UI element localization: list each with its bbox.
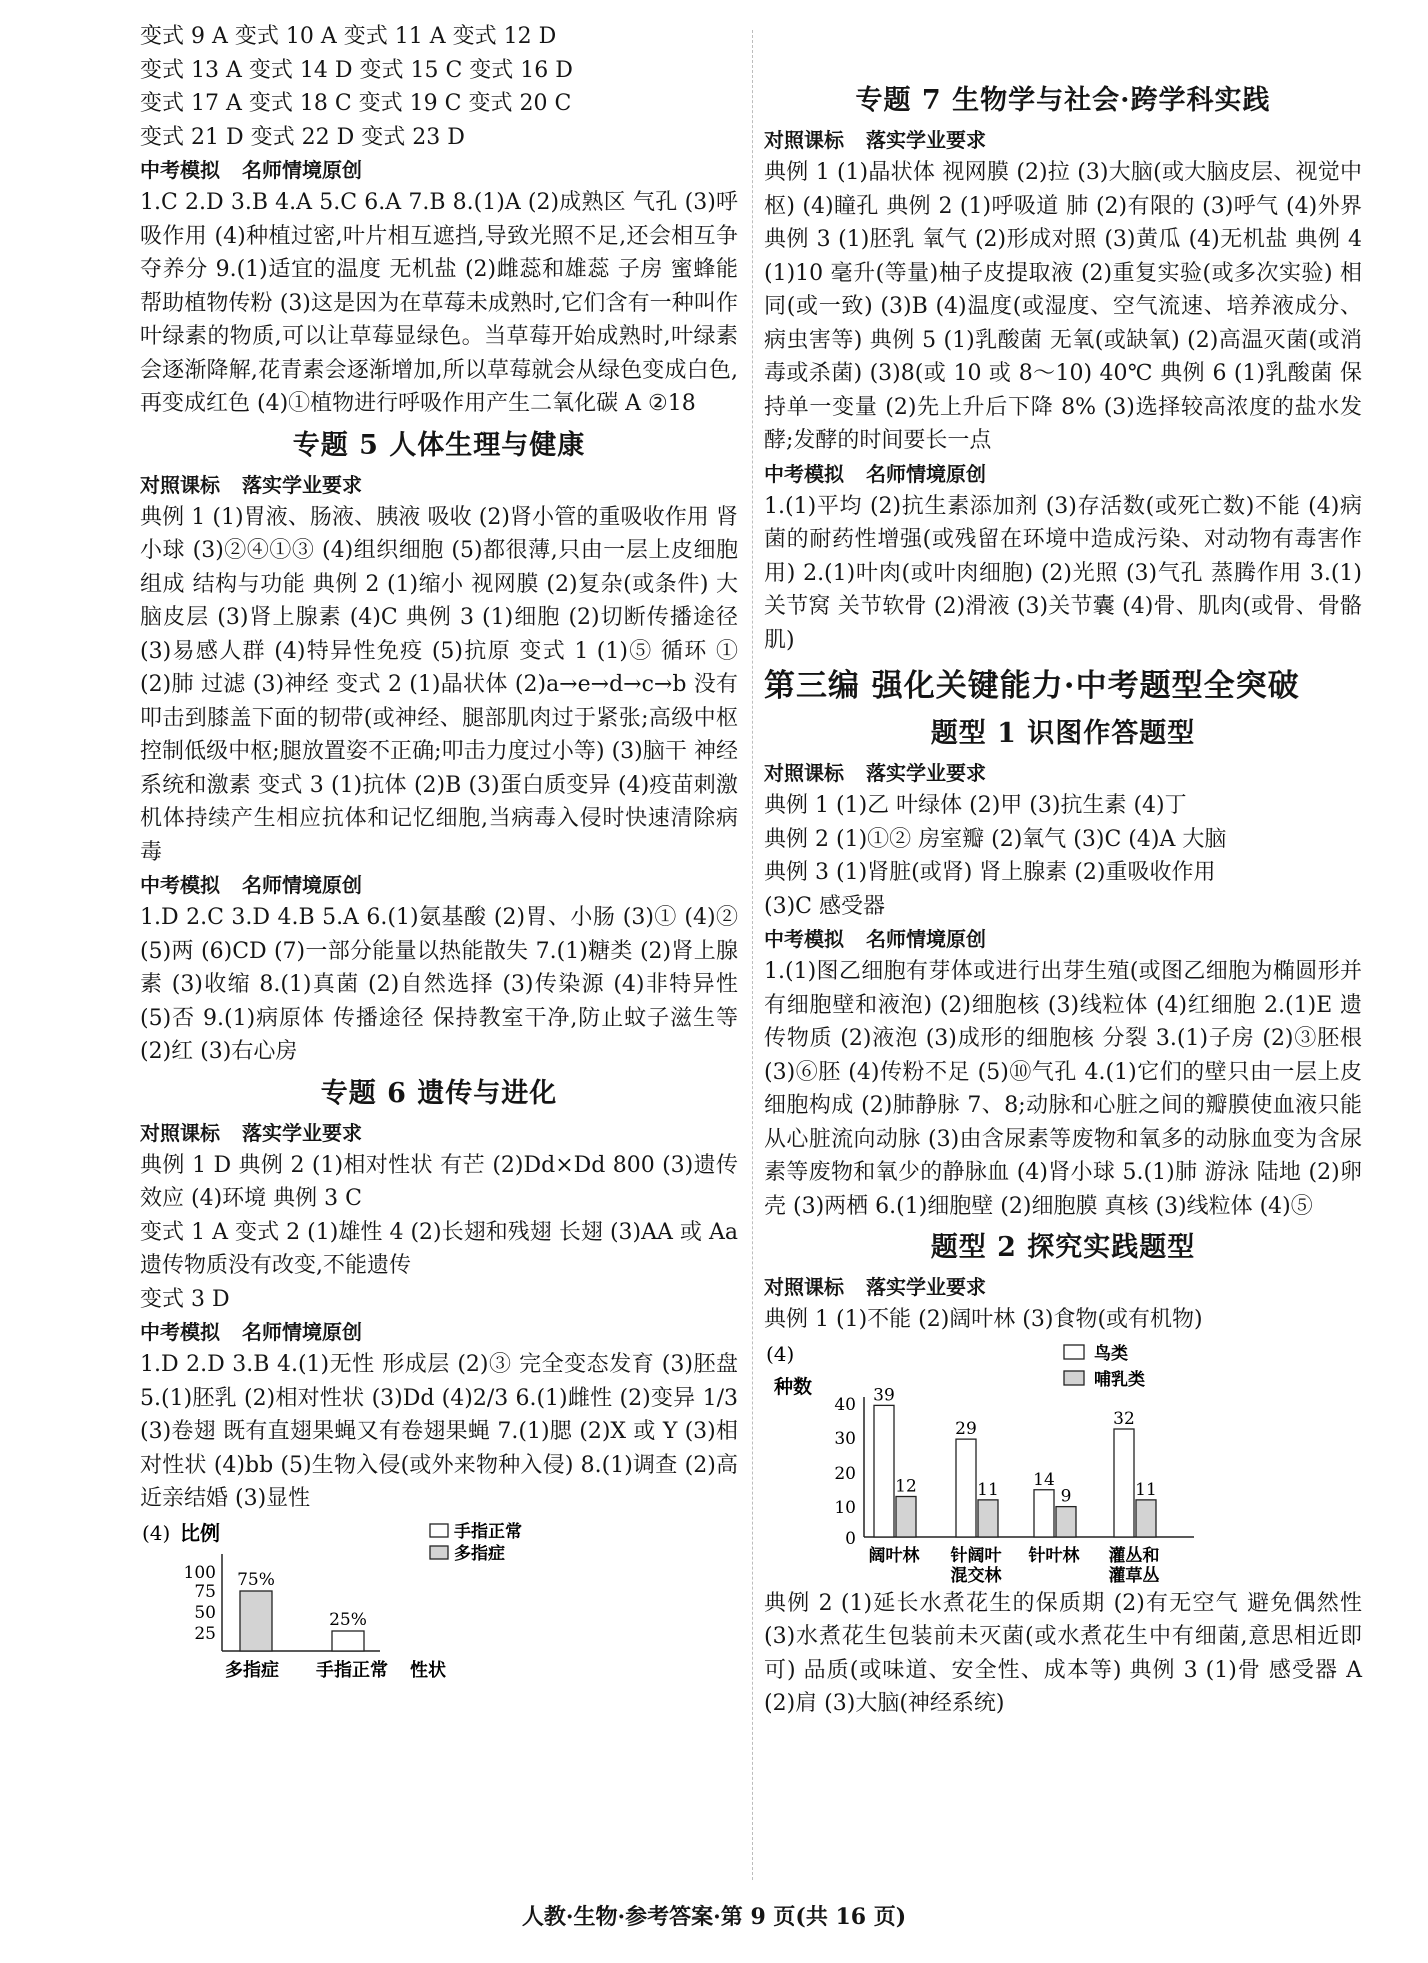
column-divider <box>752 30 753 1880</box>
y-tick-label: 10 <box>834 1497 856 1518</box>
y-tick-label: 75 <box>194 1581 216 1602</box>
topic6-answers: 典例 1 D 典例 2 (1)相对性状 有芒 (2)Dd×Dd 800 (3)遗传效应 (4)环境 典例 3 C <box>140 1152 738 1211</box>
x-tick-label: 多指症 <box>225 1659 279 1681</box>
y-tick-label: 20 <box>834 1463 856 1484</box>
x-axis-label: 性状 <box>410 1659 446 1681</box>
x-tick-label: 灌丛和 <box>1108 1545 1160 1566</box>
x-tick-label: 灌草丛 <box>1108 1565 1160 1586</box>
y-tick-label: 50 <box>194 1602 216 1623</box>
bar-birds <box>956 1439 976 1537</box>
mock-exam-heading: 中考模拟 名师情境原创 <box>140 1320 362 1344</box>
species-count-chart <box>764 1337 1364 1587</box>
right-column <box>764 20 1362 1721</box>
bar-birds <box>1034 1489 1054 1536</box>
topic7-title: 专题 7 生物学与社会·跨学科实践 <box>855 85 1271 116</box>
curriculum-heading: 对照课标 落实学业要求 <box>140 472 362 497</box>
y-axis-label: 比例 <box>180 1520 220 1545</box>
type1-answer-line: 典例 3 (1)肾脏(或肾) 肾上腺素 (2)重吸收作用 <box>764 860 1216 885</box>
type2-answers: 典例 1 (1)不能 (2)阔叶林 (3)食物(或有机物) <box>764 1307 1203 1332</box>
data-label: 25% <box>329 1609 367 1630</box>
data-label: 39 <box>873 1384 895 1405</box>
bar-birds <box>874 1405 894 1537</box>
y-tick-label: 40 <box>834 1394 856 1415</box>
chart-prefix: (4) <box>142 1520 171 1545</box>
mock-exam-heading: 中考模拟 名师情境原创 <box>140 158 362 182</box>
bar-group <box>873 1385 1157 1537</box>
data-label: 12 <box>895 1476 917 1496</box>
mock-exam-answers: 1.(1)平均 (2)抗生素添加剂 (3)存活数(或死亡数)不能 (4)病菌的耐药性增强(或残留在环境中造成污染、对动物有毒害作用) 2.(1)叶肉(或叶肉细胞) (2)光照 (3)气孔 蒸腾作用 3.(1)关节窝 关节软骨 (2)滑液 (3)关节囊 (4)骨、肌肉(或骨、骨骼肌) <box>764 493 1362 653</box>
legend-swatch-poly <box>430 1546 448 1559</box>
topic6-title: 专题 6 遗传与进化 <box>320 1077 558 1109</box>
chart-prefix: (4) <box>766 1341 795 1366</box>
bar-mammals <box>1056 1506 1076 1536</box>
data-label: 14 <box>1033 1469 1055 1490</box>
mock-exam-answers: 1.D 2.D 3.B 4.(1)无性 形成层 (2)③ 完全变态发育 (3)胚盘 5.(1)胚乳 (2)相对性状 (3)Dd (4)2/3 6.(1)雌性 (2)变异 1/3 (3)卷翅 既有直翅果蝇又有卷翅果蝇 7.(1)腮 (2)X 或 Y (3)相对性状 (4)bb (5)生物入侵(或外来物种入侵) 8.(1)调查 (2)高 近亲结婚 (3)显性 <box>140 1352 738 1511</box>
variant-line: 变式 21 D 变式 22 D 变式 23 D <box>140 124 465 150</box>
bar-normal <box>332 1631 364 1651</box>
bar-polydactyly <box>240 1591 272 1651</box>
x-tick-label: 针阔叶 <box>950 1545 1002 1566</box>
data-label: 75% <box>237 1569 275 1590</box>
data-label: 32 <box>1113 1408 1135 1429</box>
mock-exam-answers: 1.C 2.D 3.B 4.A 5.C 6.A 7.B 8.(1)A (2)成熟区 气孔 (3)呼吸作用 (4)种植过密,叶片相互遮挡,导致光照不足,还会相互争夺养分 9.(1)适宜的温度 无机盐 (2)雌蕊和雄蕊 子房 蜜蜂能帮助植物传粉 (3)这是因为在草莓未成熟时,它们含有一种叫作叶绿素的物质,可以让草莓显绿色。当草莓开始成熟时,叶绿素会逐渐降解,花青素会逐渐增加,所以草莓就会从绿色变成白色,再变成红色 (4)①植物进行呼吸作用产生二氧化碳 A ②18 <box>140 190 738 416</box>
mock-exam-answers: 1.D 2.C 3.D 4.B 5.A 6.(1)氨基酸 (2)胃、小肠 (3)① (4)② (5)两 (6)CD (7)一部分能量以热能散失 7.(1)糖类 (2)肾上腺素 (3)收缩 8.(1)真菌 (2)自然选择 (3)传染源 (4)非特异性 (5)否 9.(1)病原体 传播途径 保持教室干净,防止蚊子滋生等 (2)红 (3)右心房 <box>140 905 738 1064</box>
type1-answer-line: (3)C 感受器 <box>764 893 885 919</box>
legend-label: 哺乳类 <box>1094 1369 1145 1390</box>
curriculum-heading: 对照课标 落实学业要求 <box>764 761 986 785</box>
curriculum-heading: 对照课标 落实学业要求 <box>764 1275 986 1299</box>
data-label: 11 <box>1135 1479 1157 1500</box>
mock-exam-heading: 中考模拟 名师情境原创 <box>764 461 986 486</box>
topic5-title: 专题 5 人体生理与健康 <box>292 429 586 461</box>
part3-title: 第三编 强化关键能力·中考题型全突破 <box>764 668 1300 704</box>
legend-label: 多指症 <box>454 1543 505 1564</box>
legend-swatch-birds <box>1064 1345 1084 1359</box>
data-label: 29 <box>955 1418 977 1439</box>
legend-swatch-normal <box>430 1524 448 1537</box>
topic6-answers: 变式 3 D <box>140 1286 230 1312</box>
topic7-answers: 典例 1 (1)晶状体 视网膜 (2)拉 (3)大脑(或大脑皮层、视觉中枢) (4)瞳孔 典例 2 (1)呼吸道 肺 (2)有限的 (3)呼气 (4)外界 典例 3 (1)胚乳 氧气 (2)形成对照 (3)黄瓜 (4)无机盐 典例 4 (1)10 毫升(等量)柚子皮提取液 (2)重复实验(或多次实验) 相同(或一致) (3)B (4)温度(或湿度、空气流速、培养液成分、病虫害等) 典例 5 (1)乳酸菌 无氧(或缺氧) (2)高温灭菌(或消毒或杀菌) (3)8(或 10 或 8～10) 40℃ 典例 6 (1)乳酸菌 保持单一变量 (2)先上升后下降 8% (3)选择较高浓度的盐水发酵;发酵的时间要长一点 <box>764 160 1362 453</box>
mock-exam-answers: 1.(1)图乙细胞有芽体或进行出芽生殖(或图乙细胞为椭圆形并有细胞壁和液泡) (2)细胞核 (3)线粒体 (4)红细胞 2.(1)E 遗传物质 (2)液泡 (3)成形的细胞核 分裂 3.(1)子房 (2)③胚根 (3)⑥胚 (4)传粉不足 (5)⑩气孔 4.(1)它们的壁只由一层上皮细胞构成 (2)肺静脉 7、8;动脉和心脏之间的瓣膜使血液只能从心脏流向动脉 (3)由含尿素等废物和氧多的动脉血变为含尿素等废物和氧少的静脉血 (4)肾小球 5.(1)肺 游泳 陆地 (2)卵壳 (3)两栖 6.(1)细胞壁 (2)细胞膜 真核 (3)线粒体 (4)⑤ <box>764 959 1362 1219</box>
topic5-answers: 典例 1 (1)胃液、肠液、胰液 吸收 (2)肾小管的重吸收作用 肾小球 (3)②④①③ (4)组织细胞 (5)都很薄,只由一层上皮细胞组成 结构与功能 典例 2 (1)缩小 视网膜 (2)复杂(或条件) 大脑皮层 (3)肾上腺素 (4)C 典例 3 (1)细胞 (2)切断传播途径 (3)易感人群 (4)特异性免疫 (5)抗原 变式 1 (1)⑤ 循环 ① (2)肺 过滤 (3)神经 变式 2 (1)晶状体 (2)a→e→d→c→b 没有叩击到膝盖下面的韧带(或神经、腿部肌肉过于紧张;高级中枢控制低级中枢;腿放置姿不正确;叩击力度过小等) (3)脑干 神经系统和激素 变式 3 (1)抗体 (2)B (3)蛋白质变异 (4)疫苗刺激机体持续产生相应抗体和记忆细胞,当病毒入侵时快速清除病毒 <box>140 504 738 865</box>
y-tick-label: 0 <box>845 1528 856 1549</box>
polydactyly-ratio-chart <box>140 1516 740 1686</box>
y-tick-label: 30 <box>834 1428 856 1449</box>
data-label: 9 <box>1060 1486 1072 1507</box>
mock-exam-heading: 中考模拟 名师情境原创 <box>140 873 362 897</box>
left-column <box>140 20 738 1686</box>
y-tick-label: 25 <box>194 1623 216 1644</box>
variant-line: 变式 17 A 变式 18 C 变式 19 C 变式 20 C <box>140 91 572 116</box>
curriculum-heading: 对照课标 落实学业要求 <box>140 1120 362 1145</box>
bar-mammals <box>896 1496 916 1537</box>
type2-answers: 典例 2 (1)延长水煮花生的保质期 (2)有无空气 避免偶然性 (3)水煮花生包装前未灭菌(或水煮花生中有细菌,意思相近即可) 品质(或味道、安全性、成本等) 典例 3 (1)骨 感受器 A (2)肩 (3)大脑(神经系统) <box>764 1590 1362 1716</box>
bar-birds <box>1114 1429 1134 1537</box>
legend-swatch-mammals <box>1064 1371 1084 1385</box>
variant-line: 变式 9 A 变式 10 A 变式 11 A 变式 12 D <box>140 24 557 49</box>
page-footer: 人教·生物·参考答案·第 9 页(共 16 页) <box>521 1904 907 1930</box>
type1-title: 题型 1 识图作答题型 <box>930 718 1196 749</box>
variant-line: 变式 13 A 变式 14 D 变式 15 C 变式 16 D <box>140 57 573 83</box>
topic6-answers: 变式 1 A 变式 2 (1)雄性 4 (2)长翅和残翅 长翅 (3)AA 或 Aa 遗传物质没有改变,不能遗传 <box>140 1219 738 1278</box>
bar-mammals <box>1136 1499 1156 1536</box>
data-label: 11 <box>977 1479 999 1500</box>
mock-exam-heading: 中考模拟 名师情境原创 <box>764 927 986 951</box>
type1-answer-line: 典例 1 (1)乙 叶绿体 (2)甲 (3)抗生素 (4)丁 <box>764 793 1187 818</box>
curriculum-heading: 对照课标 落实学业要求 <box>764 128 986 152</box>
legend-label: 鸟类 <box>1094 1343 1128 1364</box>
x-tick-label: 混交林 <box>950 1565 1002 1586</box>
type2-title: 题型 2 探究实践题型 <box>930 1232 1196 1263</box>
x-tick-label: 针叶林 <box>1028 1545 1080 1566</box>
x-tick-label: 手指正常 <box>316 1659 388 1681</box>
x-tick-label: 阔叶林 <box>868 1545 920 1566</box>
y-axis-label: 种数 <box>774 1375 813 1398</box>
bar-mammals <box>978 1499 998 1536</box>
legend-label: 手指正常 <box>454 1521 522 1542</box>
type1-answer-line: 典例 2 (1)①② 房室瓣 (2)氧气 (3)C (4)A 大脑 <box>764 826 1227 852</box>
y-tick-label: 100 <box>183 1562 216 1583</box>
